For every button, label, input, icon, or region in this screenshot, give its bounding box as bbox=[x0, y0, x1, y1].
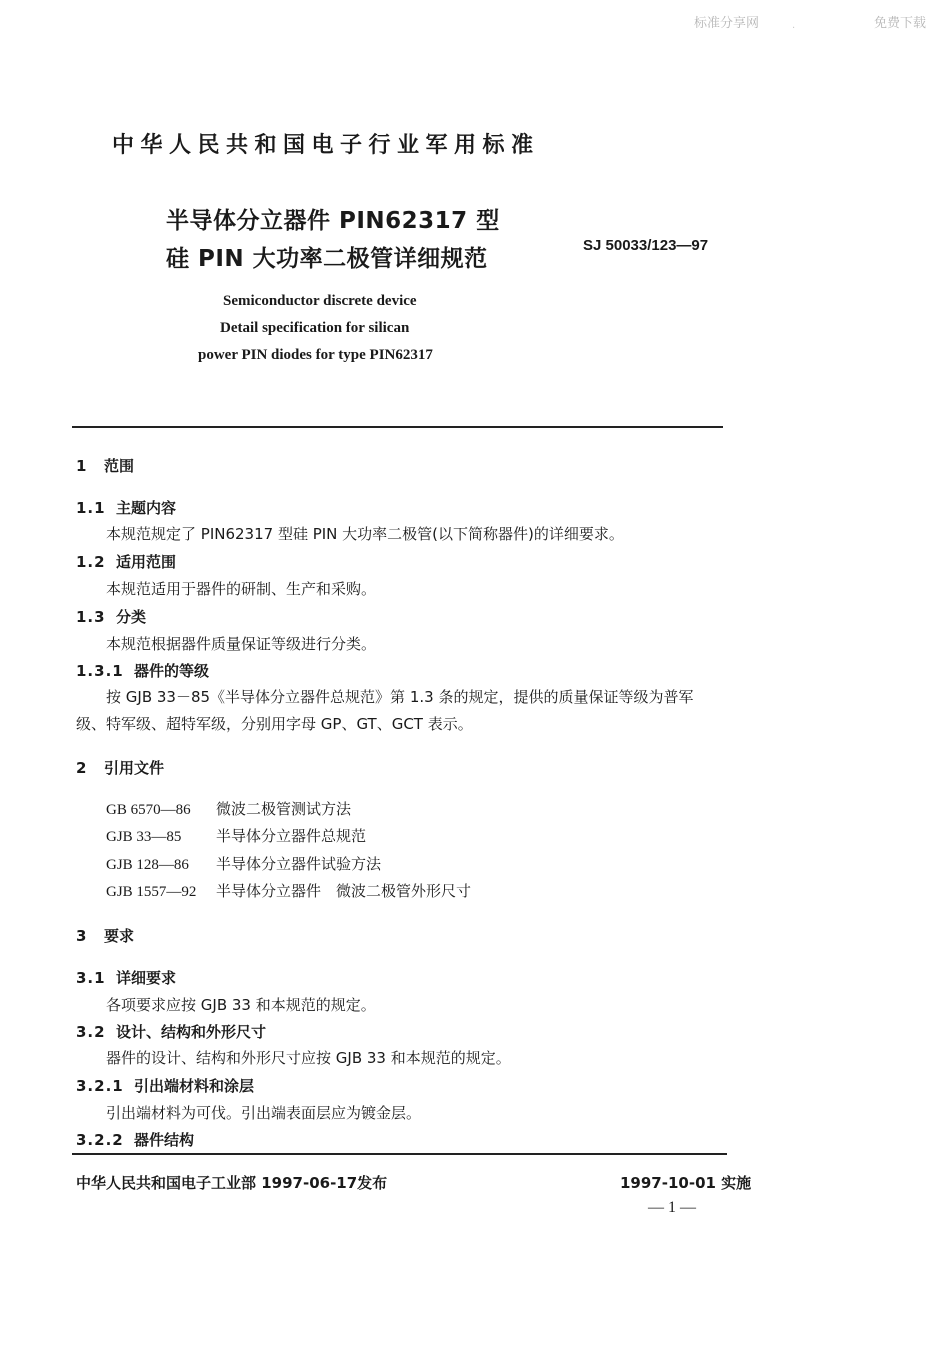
reference-item: GJB 33—85 半导体分立器件总规范 bbox=[106, 827, 367, 845]
org-title: 中华人民共和国电子行业军用标准 bbox=[112, 133, 540, 158]
section-1-1-heading: 1.1 主题内容 bbox=[76, 499, 177, 517]
watermark-left: 标准分享网 bbox=[694, 16, 760, 31]
section-1-3-body: 本规范根据器件质量保证等级进行分类。 bbox=[106, 635, 377, 653]
reference-item: GB 6570—86 微波二极管测试方法 bbox=[106, 800, 352, 818]
section-1-heading: 1 范围 bbox=[76, 457, 135, 475]
section-3-2-1-body: 引出端材料为可伐。引出端表面层应为镀金层。 bbox=[106, 1104, 422, 1122]
section-1-3-heading: 1.3 分类 bbox=[76, 608, 147, 626]
section-1-1-body: 本规范规定了 PIN62317 型硅 PIN 大功率二极管(以下简称器件)的详细要求。 bbox=[106, 525, 624, 543]
header-divider bbox=[72, 426, 723, 428]
section-1-3-1-heading: 1.3.1 器件的等级 bbox=[76, 662, 210, 680]
section-1-2-body: 本规范适用于器件的研制、生产和采购。 bbox=[106, 580, 377, 598]
section-3-2-1-heading: 3.2.1 引出端材料和涂层 bbox=[76, 1077, 255, 1095]
effective-date: 1997-10-01 实施 bbox=[620, 1174, 752, 1192]
standard-code: SJ 50033/123—97 bbox=[583, 237, 709, 254]
issued-date: 中华人民共和国电子工业部 1997-06-17发布 bbox=[76, 1174, 388, 1192]
section-3-2-heading: 3.2 设计、结构和外形尺寸 bbox=[76, 1023, 267, 1041]
english-title-line2: Detail specification for silican bbox=[220, 320, 410, 336]
doc-title-line2: 硅 PIN 大功率二极管详细规范 bbox=[166, 246, 488, 272]
section-3-1-heading: 3.1 详细要求 bbox=[76, 969, 177, 987]
section-3-heading: 3 要求 bbox=[76, 927, 135, 945]
reference-item: GJB 128—86 半导体分立器件试验方法 bbox=[106, 855, 382, 873]
section-3-1-body: 各项要求应按 GJB 33 和本规范的规定。 bbox=[106, 996, 376, 1014]
english-title-line1: Semiconductor discrete device bbox=[223, 293, 417, 309]
section-3-2-body: 器件的设计、结构和外形尺寸应按 GJB 33 和本规范的规定。 bbox=[106, 1049, 511, 1067]
footer-divider bbox=[72, 1153, 727, 1155]
section-1-2-heading: 1.2 适用范围 bbox=[76, 553, 177, 571]
section-1-3-1-body-line1: 按 GJB 33－85《半导体分立器件总规范》第 1.3 条的规定，提供的质量保证等级为普军 bbox=[106, 688, 694, 706]
watermark-dot: . bbox=[792, 20, 796, 31]
reference-item: GJB 1557—92 半导体分立器件 微波二极管外形尺寸 bbox=[106, 882, 472, 900]
section-1-3-1-body-line2: 级、特军级、超特军级，分别用字母 GP、GT、GCT 表示。 bbox=[76, 715, 473, 733]
watermark-right: 免费下载 bbox=[874, 16, 927, 31]
section-3-2-2-heading: 3.2.2 器件结构 bbox=[76, 1131, 195, 1149]
page-number: — 1 — bbox=[648, 1199, 696, 1216]
english-title-line3: power PIN diodes for type PIN62317 bbox=[198, 347, 433, 363]
section-2-heading: 2 引用文件 bbox=[76, 759, 165, 777]
doc-title-line1: 半导体分立器件 PIN62317 型 bbox=[166, 208, 500, 234]
